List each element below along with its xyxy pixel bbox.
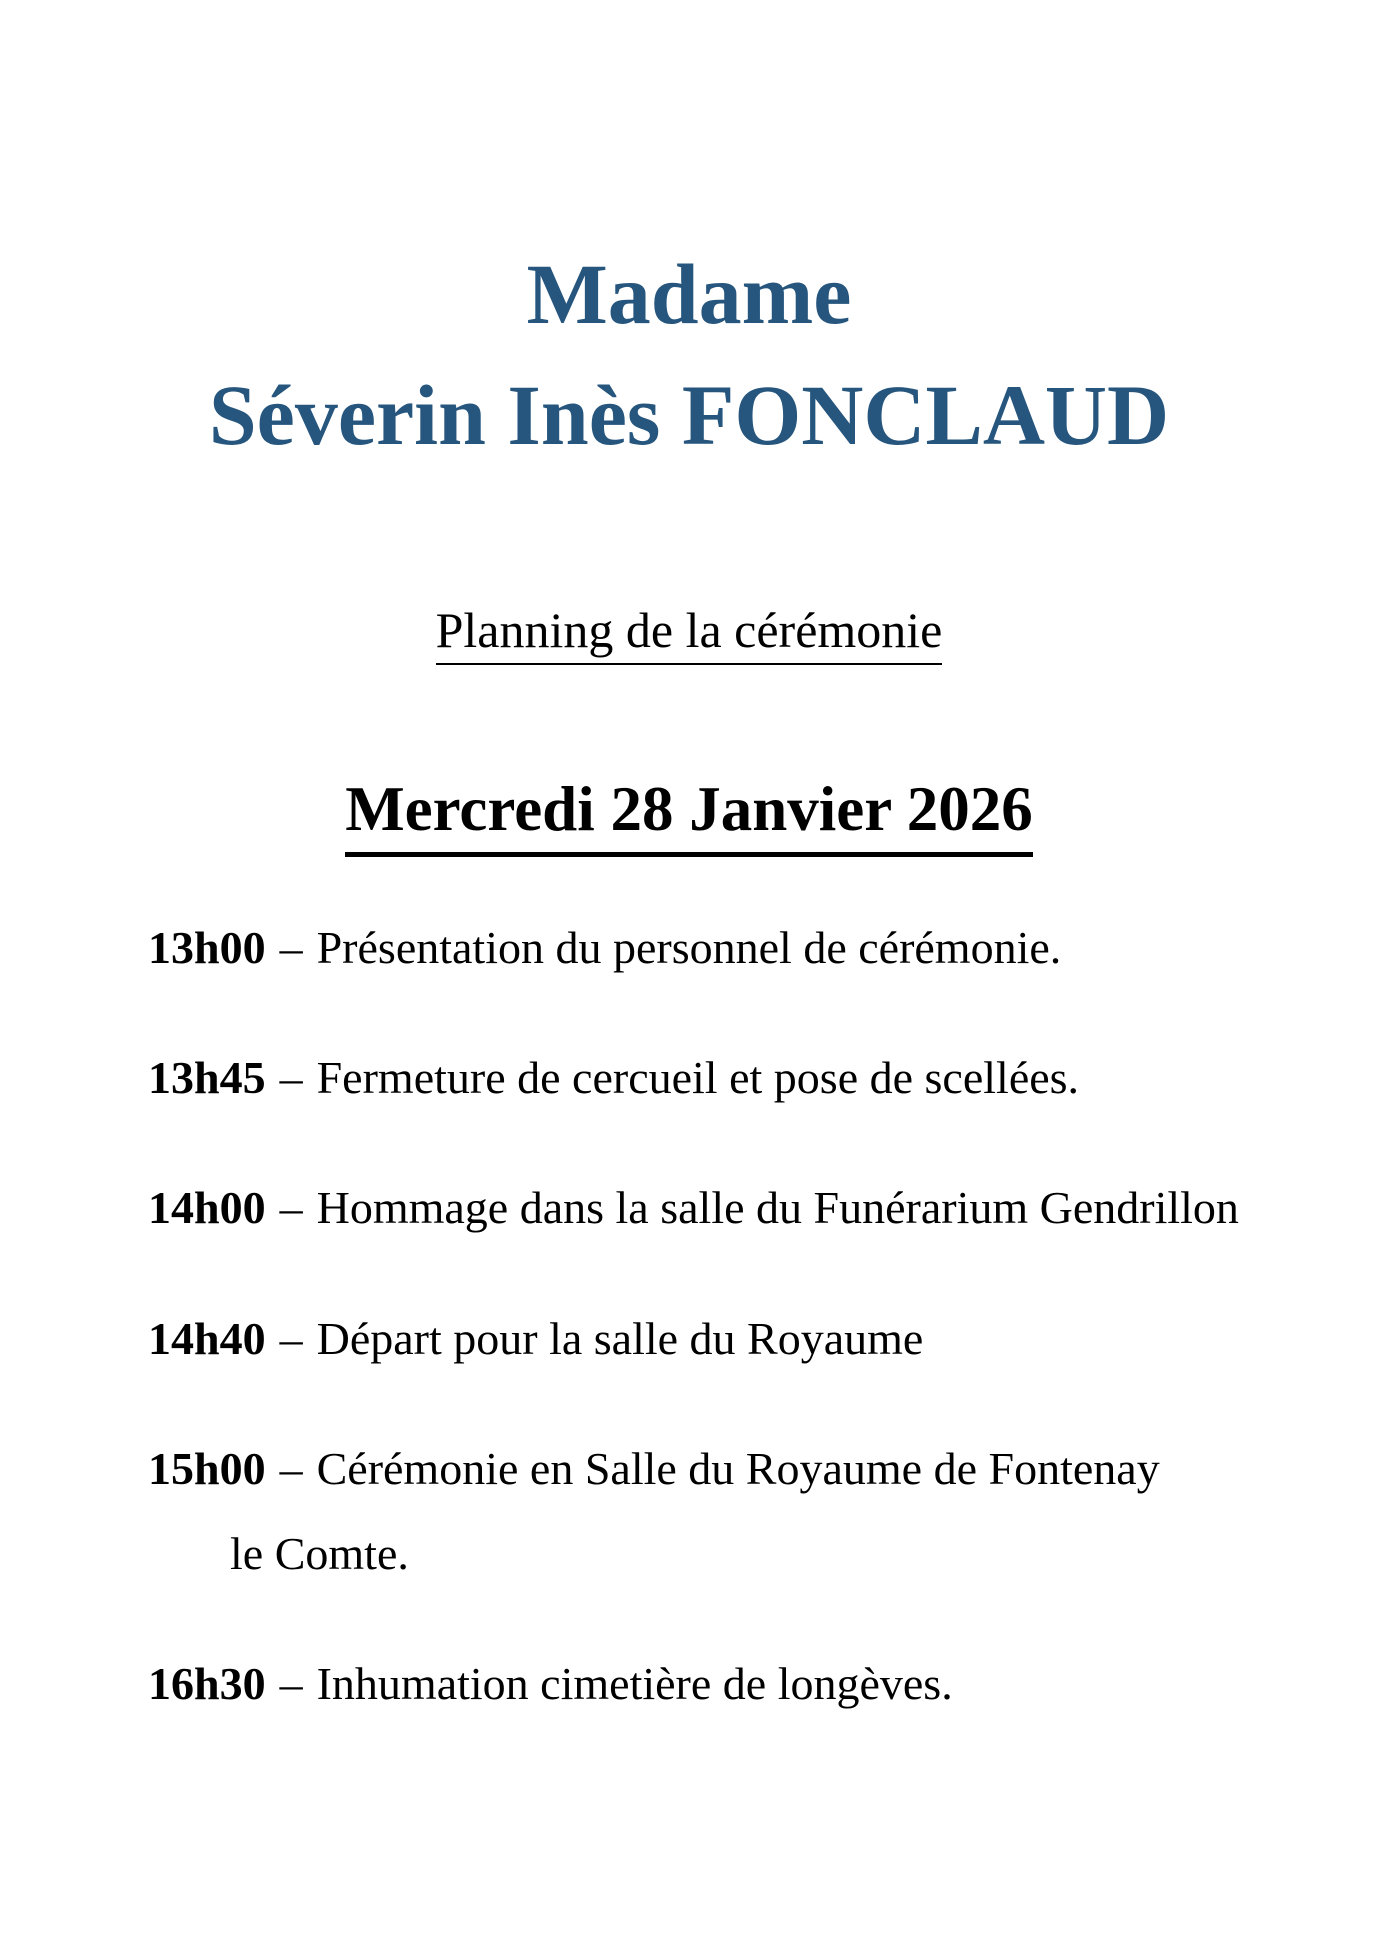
schedule-time: 14h00 xyxy=(148,1182,266,1234)
schedule-item xyxy=(148,1656,1278,1711)
schedule-separator: – xyxy=(279,1312,303,1364)
schedule-time: 15h00 xyxy=(148,1442,266,1494)
schedule-time: 13h45 xyxy=(148,1052,266,1104)
schedule-text: Hommage dans la salle du Funérarium Gendrillon xyxy=(316,1182,1239,1234)
ceremony-subtitle: Planning de la cérémonie xyxy=(436,600,943,665)
schedule-item xyxy=(148,1311,1278,1366)
schedule-item xyxy=(148,1180,1278,1235)
schedule-text: Départ pour la salle du Royaume xyxy=(316,1312,924,1364)
schedule-time: 13h00 xyxy=(148,921,266,973)
schedule-time: 14h40 xyxy=(148,1312,266,1364)
schedule-item xyxy=(148,1441,1278,1581)
schedule-text: Inhumation cimetière de longèves. xyxy=(316,1658,953,1710)
schedule-text: Présentation du personnel de cérémonie. xyxy=(316,921,1062,973)
schedule-text-continuation: le Comte. xyxy=(230,1527,409,1579)
schedule-time: 16h30 xyxy=(148,1658,266,1710)
deceased-name: Séverin Inès FONCLAUD xyxy=(208,367,1170,464)
ceremony-subtitle-row xyxy=(0,600,1378,665)
schedule-list xyxy=(148,920,1278,1711)
ceremony-date-row xyxy=(0,772,1378,857)
schedule-text: Cérémonie en Salle du Royaume de Fontenay xyxy=(316,1442,1160,1494)
schedule-separator: – xyxy=(279,1182,303,1234)
schedule-separator: – xyxy=(279,1052,303,1104)
schedule-separator: – xyxy=(279,1658,303,1710)
schedule-text: Fermeture de cercueil et pose de scellées. xyxy=(316,1052,1080,1104)
schedule-item xyxy=(148,920,1278,975)
ceremony-date: Mercredi 28 Janvier 2026 xyxy=(345,772,1033,857)
schedule-separator: – xyxy=(279,1442,303,1494)
deceased-title: Madame xyxy=(526,246,852,342)
schedule-item xyxy=(148,1050,1278,1105)
schedule-separator: – xyxy=(279,921,303,973)
